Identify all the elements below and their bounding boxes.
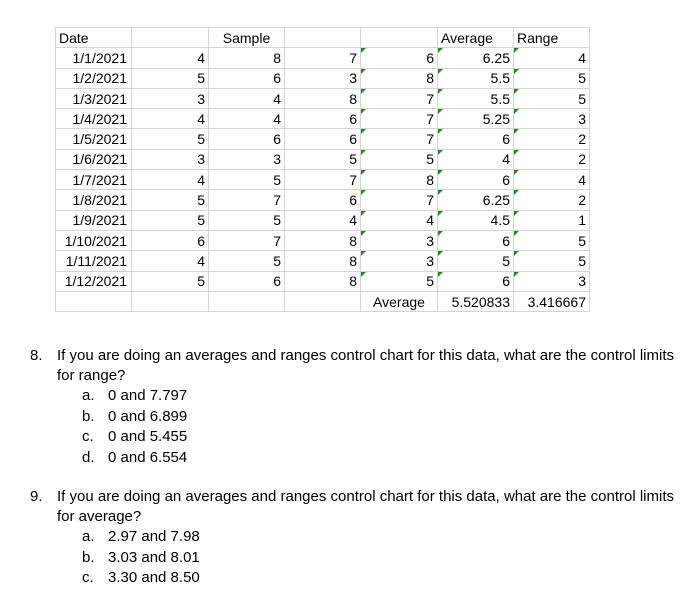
sample-cell[interactable]: 4 — [285, 210, 361, 230]
sample-cell[interactable]: 6 — [285, 109, 361, 129]
table-row — [56, 68, 590, 88]
option-item[interactable] — [82, 427, 187, 448]
average-cell[interactable]: 6 — [438, 129, 514, 149]
option-text: 3.30 and 8.50 — [108, 569, 200, 586]
empty-cell[interactable] — [285, 291, 361, 311]
date-cell[interactable]: 1/10/2021 — [56, 230, 132, 250]
sample-cell[interactable]: 8 — [285, 251, 361, 271]
average-cell[interactable]: 6 — [438, 271, 514, 291]
sample-cell[interactable]: 6 — [209, 129, 285, 149]
date-cell[interactable]: 1/5/2021 — [56, 129, 132, 149]
table-row — [56, 48, 590, 68]
range-cell[interactable]: 4 — [514, 48, 590, 68]
date-cell[interactable]: 1/4/2021 — [56, 109, 132, 129]
range-cell[interactable]: 2 — [514, 190, 590, 210]
option-item[interactable] — [82, 548, 200, 569]
range-cell[interactable]: 2 — [514, 149, 590, 169]
option-item[interactable] — [82, 407, 187, 428]
date-cell[interactable]: 1/11/2021 — [56, 251, 132, 271]
average-cell[interactable]: 6 — [438, 230, 514, 250]
average-cell[interactable]: 6.25 — [438, 190, 514, 210]
table-row — [56, 251, 590, 271]
sample-cell[interactable]: 6 — [209, 68, 285, 88]
sample-cell[interactable]: 4 — [132, 109, 209, 129]
sample-cell[interactable]: 8 — [361, 170, 438, 190]
date-cell[interactable]: 1/1/2021 — [56, 48, 132, 68]
sample-cell[interactable]: 5 — [285, 149, 361, 169]
sample-cell[interactable]: 5 — [361, 149, 438, 169]
table-row — [56, 109, 590, 129]
date-cell[interactable]: 1/9/2021 — [56, 210, 132, 230]
sample-cell[interactable]: 4 — [132, 48, 209, 68]
option-letter: d. — [82, 448, 95, 466]
sample-cell[interactable]: 7 — [361, 88, 438, 108]
sample-cell[interactable]: 5 — [209, 210, 285, 230]
sample-cell[interactable]: 6 — [209, 271, 285, 291]
question-text-line1: If you are doing an averages and ranges control chart for this data, what are the control limits — [57, 347, 675, 364]
sample-cell[interactable]: 7 — [361, 129, 438, 149]
footer-label[interactable]: Average — [361, 291, 438, 311]
date-cell[interactable]: 1/3/2021 — [56, 88, 132, 108]
option-item[interactable] — [82, 568, 200, 589]
option-text: 0 and 6.554 — [108, 448, 188, 466]
sample-cell[interactable]: 8 — [209, 48, 285, 68]
question-number: 8. — [30, 347, 43, 364]
sample-cell[interactable]: 6 — [361, 48, 438, 68]
option-item[interactable] — [82, 448, 187, 469]
range-cell[interactable]: 5 — [514, 251, 590, 271]
sample-cell[interactable]: 8 — [285, 230, 361, 250]
average-cell[interactable]: 5 — [438, 251, 514, 271]
footer-average[interactable]: 5.520833 — [438, 291, 514, 311]
header-sample[interactable]: Sample — [209, 28, 285, 48]
data-table — [55, 27, 590, 312]
sample-cell[interactable]: 5 — [209, 251, 285, 271]
range-cell[interactable]: 5 — [514, 88, 590, 108]
sample-cell[interactable]: 3 — [285, 68, 361, 88]
sample-cell[interactable]: 3 — [361, 230, 438, 250]
table-row — [56, 271, 590, 291]
sample-cell[interactable]: 5 — [132, 190, 209, 210]
sample-cell[interactable]: 5 — [209, 170, 285, 190]
table-row — [56, 230, 590, 250]
option-letter: c. — [82, 428, 94, 445]
footer-range[interactable]: 3.416667 — [514, 291, 590, 311]
options-9 — [82, 527, 200, 589]
date-cell[interactable]: 1/7/2021 — [56, 170, 132, 190]
sample-cell[interactable]: 8 — [285, 88, 361, 108]
sample-cell[interactable]: 3 — [209, 149, 285, 169]
table-row — [56, 170, 590, 190]
sample-cell[interactable]: 5 — [132, 68, 209, 88]
date-cell[interactable]: 1/8/2021 — [56, 190, 132, 210]
sample-cell[interactable]: 4 — [132, 170, 209, 190]
sample-cell[interactable]: 3 — [132, 88, 209, 108]
table-row — [56, 129, 590, 149]
sample-cell[interactable]: 5 — [132, 129, 209, 149]
question-text-line2: for average? — [57, 508, 142, 525]
sample-cell[interactable]: 4 — [132, 251, 209, 271]
option-letter: b. — [82, 407, 95, 425]
average-cell[interactable]: 6 — [438, 170, 514, 190]
date-cell[interactable]: 1/12/2021 — [56, 271, 132, 291]
sample-cell[interactable]: 4 — [361, 210, 438, 230]
option-letter: a. — [82, 387, 95, 404]
table-row — [56, 210, 590, 230]
sample-cell[interactable]: 8 — [285, 271, 361, 291]
average-cell[interactable]: 5.5 — [438, 68, 514, 88]
empty-cell[interactable] — [132, 291, 209, 311]
sample-cell[interactable]: 6 — [285, 190, 361, 210]
table-row — [56, 190, 590, 210]
header-average[interactable]: Average — [438, 28, 514, 48]
option-text: 3.03 and 8.01 — [108, 548, 200, 566]
range-cell[interactable]: 2 — [514, 129, 590, 149]
sample-cell[interactable]: 6 — [285, 129, 361, 149]
options-8 — [82, 386, 187, 468]
sample-cell[interactable]: 5 — [132, 210, 209, 230]
date-cell[interactable]: 1/6/2021 — [56, 149, 132, 169]
option-letter: b. — [82, 548, 95, 566]
sample-cell[interactable]: 3 — [132, 149, 209, 169]
option-item[interactable] — [82, 386, 187, 407]
range-cell[interactable]: 5 — [514, 68, 590, 88]
sample-cell[interactable]: 5 — [132, 271, 209, 291]
option-text: 2.97 and 7.98 — [108, 528, 200, 545]
header-date[interactable]: Date — [56, 28, 132, 48]
empty-cell[interactable] — [209, 291, 285, 311]
sample-cell[interactable]: 7 — [285, 48, 361, 68]
average-cell[interactable]: 4 — [438, 149, 514, 169]
table-row — [56, 88, 590, 108]
sample-cell[interactable]: 7 — [209, 190, 285, 210]
option-letter: a. — [82, 528, 95, 545]
range-cell[interactable]: 3 — [514, 271, 590, 291]
range-cell[interactable]: 4 — [514, 170, 590, 190]
sample-cell[interactable]: 5 — [361, 271, 438, 291]
table-row — [56, 149, 590, 169]
sample-cell[interactable]: 3 — [361, 251, 438, 271]
option-letter: c. — [82, 569, 94, 586]
average-cell[interactable]: 4.5 — [438, 210, 514, 230]
header-range[interactable]: Range — [514, 28, 590, 48]
sample-cell[interactable]: 6 — [132, 230, 209, 250]
range-cell[interactable]: 5 — [514, 230, 590, 250]
sample-cell[interactable]: 4 — [209, 109, 285, 129]
option-text: 0 and 6.899 — [108, 407, 188, 425]
question-text-line1: If you are doing an averages and ranges control chart for this data, what are the control limits — [57, 488, 675, 505]
average-cell[interactable]: 6.25 — [438, 48, 514, 68]
date-cell[interactable]: 1/2/2021 — [56, 68, 132, 88]
option-item[interactable] — [82, 527, 200, 548]
header-row — [56, 28, 590, 48]
sample-cell[interactable]: 4 — [209, 88, 285, 108]
sample-cell[interactable]: 7 — [209, 230, 285, 250]
range-cell[interactable]: 3 — [514, 109, 590, 129]
empty-cell[interactable] — [56, 291, 132, 311]
footer-row — [56, 291, 590, 311]
sample-cell[interactable]: 7 — [285, 170, 361, 190]
average-cell[interactable]: 5.5 — [438, 88, 514, 108]
sample-cell[interactable]: 7 — [361, 109, 438, 129]
average-cell[interactable]: 5.25 — [438, 109, 514, 129]
range-cell[interactable]: 1 — [514, 210, 590, 230]
sample-cell[interactable]: 7 — [361, 190, 438, 210]
question-text-line2: for range? — [57, 367, 126, 384]
question-number: 9. — [30, 488, 43, 505]
option-text: 0 and 7.797 — [108, 387, 188, 404]
option-text: 0 and 5.455 — [108, 428, 188, 445]
sample-cell[interactable]: 8 — [361, 68, 438, 88]
